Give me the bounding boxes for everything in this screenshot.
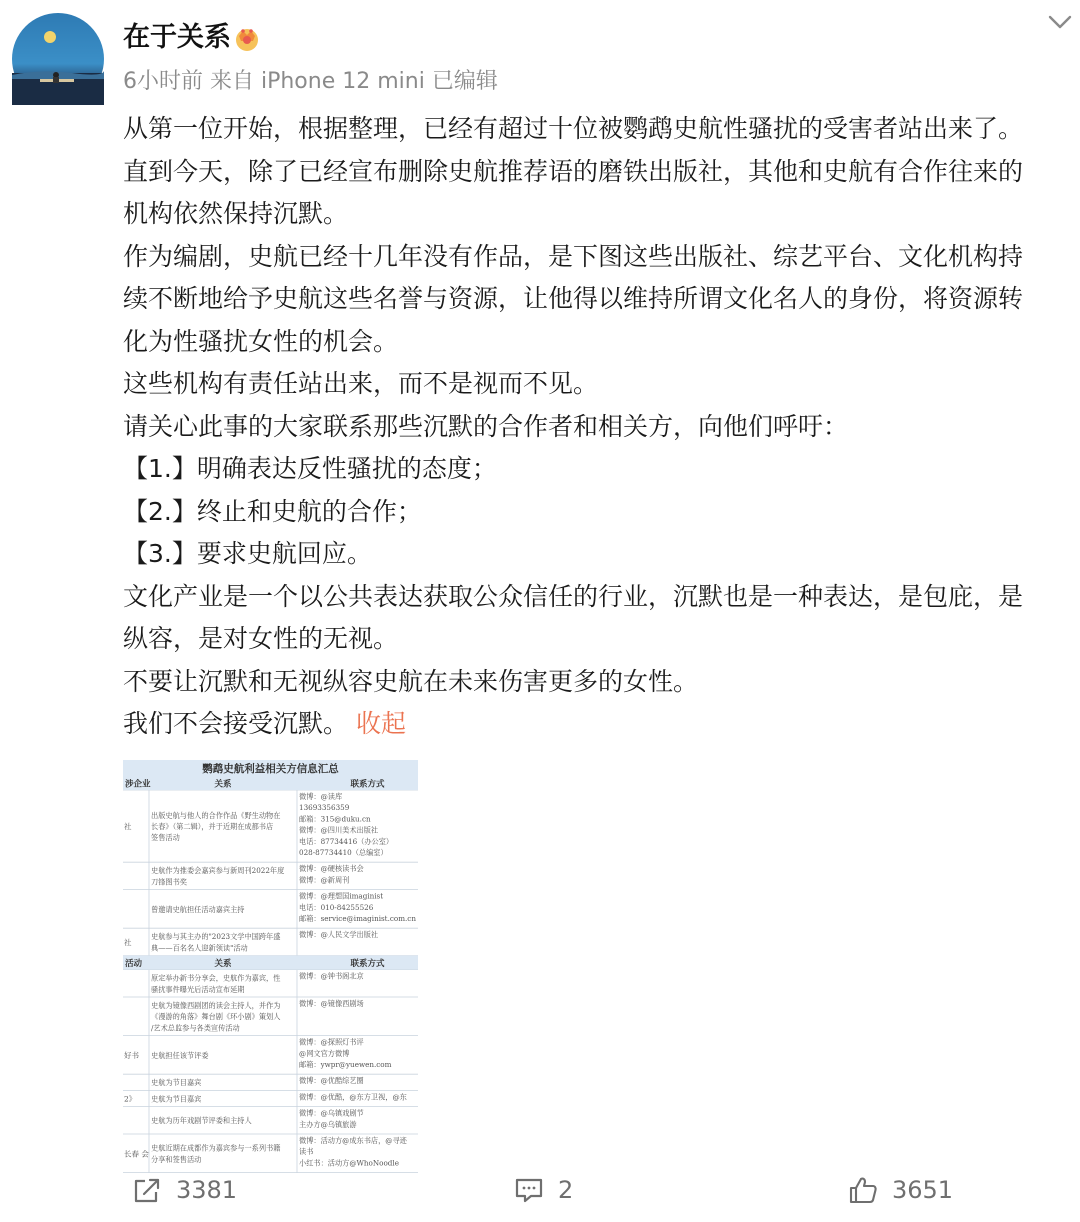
table-relation-text: 史航近期在成都作为嘉宾参与一系列书籍: [151, 1143, 281, 1153]
table-header: 关系: [214, 959, 232, 970]
table-contact-text: 读书: [299, 1147, 314, 1157]
table-contact-text: 微博：@人民文学出版社: [299, 930, 379, 940]
comment-button[interactable]: [514, 1170, 573, 1210]
table-relation-text: 签售活动: [151, 833, 180, 843]
crown-badge-icon[interactable]: [233, 24, 261, 52]
post-line: 作为编剧，史航已经十几年没有作品，是下图这些出版社、综艺平台、文化机构持: [123, 241, 1024, 271]
table-contact-text: 邮箱：service@imaginist.com.cn: [299, 914, 416, 923]
table-relation-text: 《漫游的角落》舞台剧《环小剧》策划人: [151, 1012, 281, 1022]
table-org-text: 社: [124, 937, 132, 947]
repost-button[interactable]: [132, 1170, 237, 1210]
table-contact-text: 主办方@乌镇旅游: [299, 1119, 357, 1129]
thumbs-up-icon: [848, 1175, 878, 1205]
table-contact-text: 电话：010-84255526: [299, 902, 374, 912]
table-header: 联系方式: [350, 959, 385, 970]
table-org-text: 2》: [124, 1094, 137, 1104]
table-contact-text: 微博：@理想国imaginist: [299, 891, 384, 901]
collapse-link[interactable]: 收起: [355, 709, 406, 738]
table-contact-text: 微博：@读库: [299, 792, 343, 801]
post-meta: 6小时前 来自 iPhone 12 mini 已编辑: [123, 69, 498, 94]
table-contact-text: 微博：@钟书阁北京: [299, 971, 364, 981]
table-contact-text: 028-87734410（总编室）: [299, 848, 388, 857]
table-relation-text: /艺术总监参与各类宣传活动: [151, 1023, 240, 1033]
table-relation-text: 刀锋图书奖: [151, 877, 187, 887]
table-contact-text: 电话：87734416（办公室）: [299, 836, 394, 846]
comment-icon: [514, 1176, 544, 1204]
table-relation-text: 史航为镜像西剧团的读会主持人，并作为: [151, 1001, 281, 1010]
username[interactable]: 在于关系: [123, 22, 231, 53]
post-line: 文化产业是一个以公共表达获取公众信任的行业，沉默也是一种表达，是包庇，是: [123, 581, 1024, 611]
table-header: 涉企业: [125, 779, 151, 790]
info-table: [123, 760, 418, 1168]
post-line-text: 我们不会接受沉默。: [123, 709, 349, 738]
post-line: 机构依然保持沉默。: [123, 199, 349, 228]
table-contact-text: 小红书：活动方@WhoNoodle: [299, 1158, 399, 1168]
post-line: 纵容，是对女性的无视。: [123, 624, 399, 653]
post-line: 从第一位开始，根据整理，已经有超过十位被鹦鹉史航性骚扰的受害者站出来了。: [123, 114, 1024, 143]
post-line: 这些机构有责任站出来，而不是视而不见。: [123, 369, 599, 398]
post-line: 化为性骚扰女性的机会。: [123, 326, 399, 356]
table-relation-text: 出版史航与他人的合作作品《野生动物在: [151, 810, 281, 820]
table-relation-text: 骚扰事件曝光后活动宣布延期: [151, 984, 245, 994]
table-contact-text: 微博：@乌镇戏剧节: [299, 1108, 364, 1118]
table-contact-text: @网文官方微博: [299, 1048, 350, 1058]
chevron-down-icon[interactable]: [1044, 8, 1076, 36]
table-org-text: 社: [124, 822, 132, 832]
table-org-text: 好书: [124, 1050, 139, 1060]
like-count: 3651: [892, 1176, 954, 1204]
table-contact-text: 邮箱：315@duku.cn: [299, 814, 371, 824]
avatar[interactable]: [12, 13, 104, 105]
table-contact-text: 邮箱：ywpr@yuewen.com: [299, 1060, 392, 1069]
table-relation-text: 史航为节目嘉宾: [151, 1078, 202, 1088]
table-relation-text: 史航为节目嘉宾: [151, 1094, 202, 1104]
table-relation-text: 分享和签售活动: [151, 1154, 202, 1164]
post-line: 直到今天，除了已经宣布删除史航推荐语的磨铁出版社，其他和史航有合作往来的: [123, 156, 1024, 186]
repost-count: 3381: [176, 1176, 238, 1204]
table-contact-text: 微博：@镜像西剧场: [299, 999, 364, 1008]
table-title: 鹦鹉史航利益相关方信息汇总: [202, 763, 339, 775]
table-relation-text: 史航为历年戏剧节评委和主持人: [151, 1116, 252, 1126]
table-header: 联系方式: [350, 779, 385, 790]
post-line: 请关心此事的大家联系那些沉默的合作者和相关方，向他们呼吁：: [123, 411, 849, 441]
table-relation-text: 长春》（第二辑），并于近期在成都书店: [151, 822, 274, 831]
post-line: 【1.】明确表达反性骚扰的态度；: [123, 454, 497, 483]
table-contact-text: 13693356359: [299, 803, 350, 813]
repost-icon: [132, 1176, 162, 1204]
table-contact-text: 微博：@新周刊: [299, 875, 350, 885]
table-header: 活动: [125, 959, 143, 970]
table-header: 关系: [214, 779, 232, 790]
table-relation-text: 史航担任该节评委: [151, 1050, 209, 1060]
table-relation-text: 原定举办新书分享会，史航作为嘉宾，性: [151, 973, 281, 983]
table-relation-text: 史航参与其主办的"2023文学中国跨年盛: [151, 932, 281, 942]
avatar-image: [12, 13, 104, 105]
table-contact-text: 微博：@优酷，@东方卫视，@东: [299, 1092, 407, 1102]
post-body: [123, 108, 1078, 746]
post-line: 【2.】终止和史航的合作；: [123, 496, 422, 526]
table-contact-text: 微博：@优酷综艺圈: [299, 1076, 364, 1086]
table-contact-text: 微博：@硬核读书会: [299, 864, 364, 874]
table-relation-text: 曾邀请史航担任活动嘉宾主持: [151, 904, 245, 914]
post-line: 不要让沉默和无视纵容史航在未来伤害更多的女性。: [123, 666, 699, 696]
attached-image[interactable]: [123, 760, 418, 1168]
post-line: 续不断地给予史航这些名誉与资源，让他得以维持所谓文化名人的身份，将资源转: [123, 284, 1024, 313]
post-line-last: [123, 703, 1078, 746]
table-contact-text: 微博：@探照灯书评: [299, 1037, 364, 1047]
table-contact-text: 微博：活动方@成东书店，@寻迹: [299, 1136, 407, 1145]
comment-count: 2: [558, 1176, 574, 1204]
table-relation-text: 史航作为推委会嘉宾参与新周刊2022年度: [151, 866, 285, 876]
like-button[interactable]: [848, 1170, 953, 1210]
post-line: 【3.】要求史航回应。: [123, 539, 372, 568]
table-contact-text: 微博：@四川美术出版社: [299, 825, 379, 835]
table-relation-text: 典——百名名人迎新领读"活动: [151, 943, 248, 953]
table-org-text: 长春 会: [124, 1149, 149, 1159]
